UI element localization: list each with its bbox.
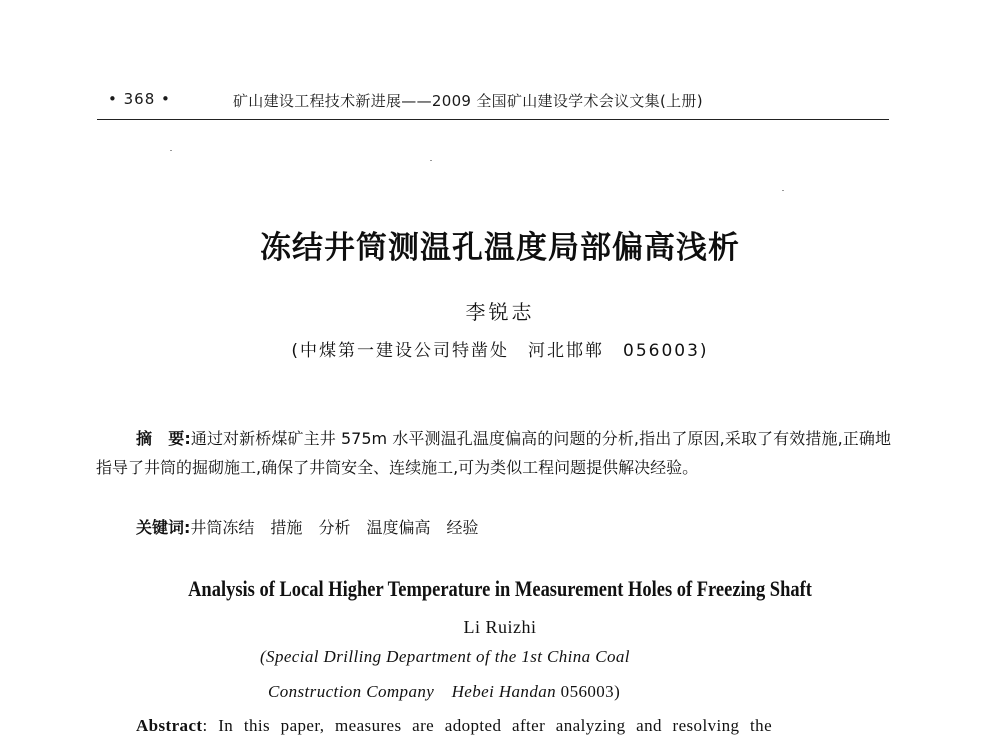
- scan-speck: [430, 160, 432, 161]
- scan-speck: [170, 150, 172, 151]
- keywords-cn-label: 关键词:: [136, 518, 191, 537]
- abstract-cn-text: 通过对新桥煤矿主井 575m 水平测温孔温度偏高的问题的分析,指出了原因,采取了有效措施,正确地指导了井筒的掘砌施工,确保了井筒安全、连续施工,可为类似工程问题提供解决经验。: [96, 429, 892, 477]
- keyword: 井筒冻结: [190, 518, 255, 537]
- running-header: [108, 88, 890, 116]
- paper-title-cn: 冻结井筒测温孔温度局部偏高浅析: [260, 230, 740, 266]
- abstract-cn-label: 摘 要:: [136, 429, 191, 448]
- keyword: 分析: [318, 518, 351, 537]
- scan-speck: [782, 190, 784, 191]
- abstract-en-label: Abstract: [136, 716, 203, 735]
- author-cn: 李锐志: [465, 300, 535, 324]
- paper-title-en: Analysis of Local Higher Temperature in Measurement Holes of Freezing Shaft: [188, 576, 812, 601]
- page-number: • 368 •: [108, 90, 171, 108]
- abstract-cn: [96, 424, 891, 482]
- header-rule: [97, 119, 889, 120]
- affiliation-en-org: Construction Company Hebei Handan: [268, 682, 557, 701]
- affiliation-en-line-1: (Special Drilling Department of the 1st China Coal: [260, 647, 630, 666]
- journal-title: 矿山建设工程技术新进展——2009 全国矿山建设学术会议文集(上册): [233, 92, 703, 110]
- author-en: Li Ruizhi: [463, 617, 537, 637]
- keyword: 措施: [270, 518, 303, 537]
- abstract-en-text: In this paper, measures are adopted after analyzing and resolving the: [218, 716, 773, 735]
- keywords-cn: [136, 514, 896, 542]
- affiliation-cn: (中煤第一建设公司特凿处 河北邯郸 056003): [291, 341, 709, 361]
- affiliation-en-postcode: 056003): [560, 682, 621, 701]
- keyword: 经验: [446, 518, 479, 537]
- affiliation-en-line-2: [268, 677, 768, 702]
- abstract-en: [136, 716, 891, 736]
- abstract-en-separator: :: [202, 716, 208, 735]
- keyword: 温度偏高: [366, 518, 431, 537]
